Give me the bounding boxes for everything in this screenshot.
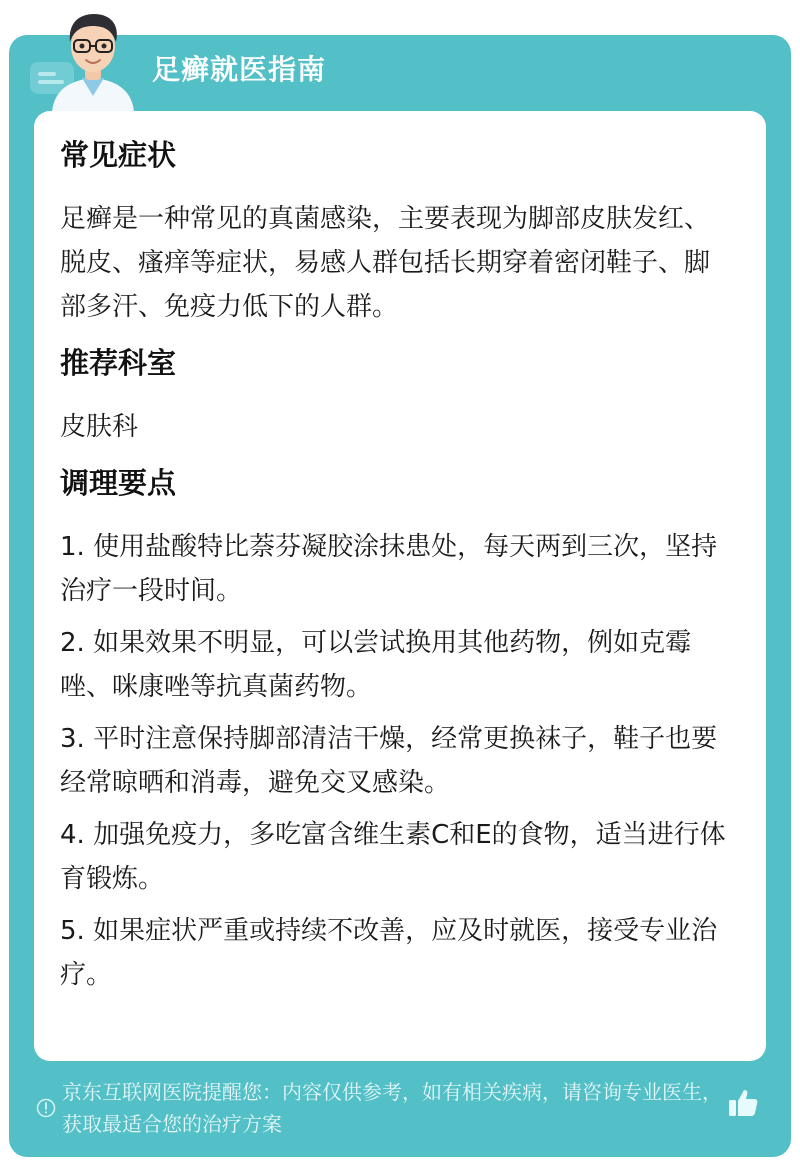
disclaimer-footer: [36, 1076, 776, 1148]
care-item: 5. 如果症状严重或持续不改善，应及时就医，接受专业治疗。: [60, 916, 718, 990]
department-heading: 推荐科室: [60, 346, 177, 380]
content-card: [34, 111, 766, 1061]
symptoms-heading: 常见症状: [60, 138, 177, 172]
doctor-avatar: [46, 6, 140, 112]
care-item: 1. 使用盐酸特比萘芬凝胶涂抹患处，每天两到三次，坚持治疗一段时间。: [60, 532, 718, 606]
info-icon: [36, 1098, 56, 1118]
care-item: 2. 如果效果不明显，可以尝试换用其他药物，例如克霉唑、咪康唑等抗真菌药物。: [60, 628, 692, 702]
symptoms-text: 足癣是一种常见的真菌感染，主要表现为脚部皮肤发红、脱皮、瘙痒等症状，易感人群包括长期穿着密闭鞋子、脚部多汗、免疫力低下的人群。: [60, 204, 711, 322]
care-item: 4. 加强免疫力，多吃富含维生素C和E的食物，适当进行体育锻炼。: [60, 820, 726, 894]
disclaimer-text: 京东互联网医院提醒您：内容仅供参考，如有相关疾病，请咨询专业医生，获取最适合您的治疗方案: [62, 1080, 722, 1136]
department-text: 皮肤科: [60, 412, 139, 442]
page-title: 足癣就医指南: [152, 53, 327, 86]
care-heading: 调理要点: [60, 466, 177, 500]
thumbs-up-icon[interactable]: [726, 1086, 760, 1120]
care-item: 3. 平时注意保持脚部清洁干燥，经常更换袜子，鞋子也要经常晾晒和消毒，避免交叉感染。: [60, 724, 718, 798]
